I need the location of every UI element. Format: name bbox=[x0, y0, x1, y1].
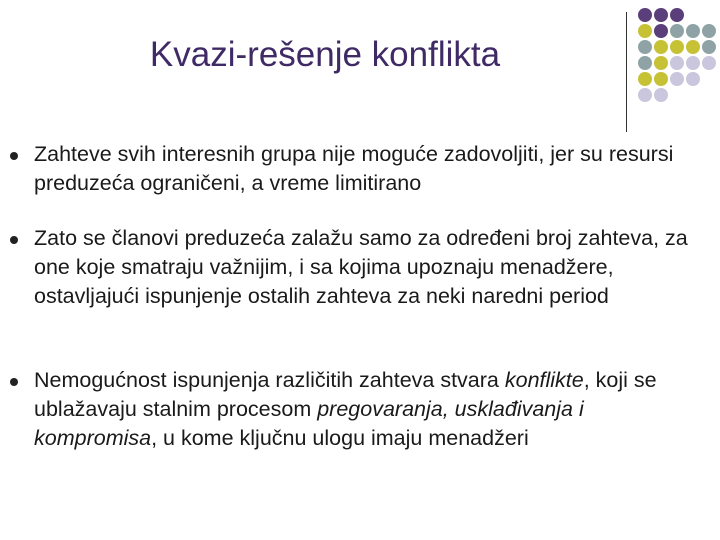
decorative-dot bbox=[654, 72, 668, 86]
bullet-text bbox=[34, 366, 694, 453]
bullet-text-segment: Nemogućnost ispunjenja različitih zahteva stvara bbox=[34, 368, 505, 392]
decorative-dot bbox=[686, 24, 700, 38]
bullet-text: Zato se članovi preduzeća zalažu samo za određeni broj zahteva, za one koje smatraju važnijim, i sa kojima upoznaju menadžere, ostavljajući ispunjenje ostalih zahteva za neki naredni period bbox=[34, 226, 688, 308]
decorative-dot bbox=[638, 40, 652, 54]
decorative-dot bbox=[670, 40, 684, 54]
decorative-dot bbox=[654, 56, 668, 70]
decorative-dot bbox=[702, 56, 716, 70]
decorative-dot bbox=[670, 72, 684, 86]
decorative-dot bbox=[670, 24, 684, 38]
bullet-text-segment: , koji se ublažavaju stalnim procesom bbox=[34, 368, 657, 421]
emphasized-text: konflikte bbox=[504, 368, 584, 392]
decorative-dot bbox=[654, 88, 668, 102]
decorative-dot bbox=[686, 40, 700, 54]
decorative-dot bbox=[702, 40, 716, 54]
decorative-dot bbox=[654, 40, 668, 54]
bullet-marker-icon bbox=[10, 152, 18, 160]
bullet-marker-icon bbox=[10, 236, 18, 244]
bullet-text-segment: , u kome ključnu ulogu imaju menadžeri bbox=[151, 426, 529, 450]
decorative-dot-grid bbox=[638, 8, 718, 108]
slide-title: Kvazi-rešenje konflikta bbox=[149, 35, 501, 74]
decorative-dot bbox=[670, 8, 684, 22]
decorative-dot bbox=[638, 8, 652, 22]
decorative-dot bbox=[638, 24, 652, 38]
decorative-divider-line bbox=[626, 12, 627, 132]
emphasized-text: pregovaranja, usklađivanja i kompromisa bbox=[34, 397, 584, 450]
bullet-marker-icon bbox=[10, 378, 18, 386]
bullet-text: Zahteve svih interesnih grupa nije moguće zadovoljiti, jer su resursi preduzeća ograničeni, a vreme limitirano bbox=[34, 142, 674, 195]
decorative-dot bbox=[686, 56, 700, 70]
decorative-dot bbox=[686, 72, 700, 86]
decorative-dot bbox=[638, 72, 652, 86]
decorative-dot bbox=[702, 24, 716, 38]
decorative-dot bbox=[654, 8, 668, 22]
decorative-dot bbox=[638, 88, 652, 102]
decorative-dot bbox=[638, 56, 652, 70]
decorative-dot bbox=[654, 24, 668, 38]
decorative-dot bbox=[670, 56, 684, 70]
